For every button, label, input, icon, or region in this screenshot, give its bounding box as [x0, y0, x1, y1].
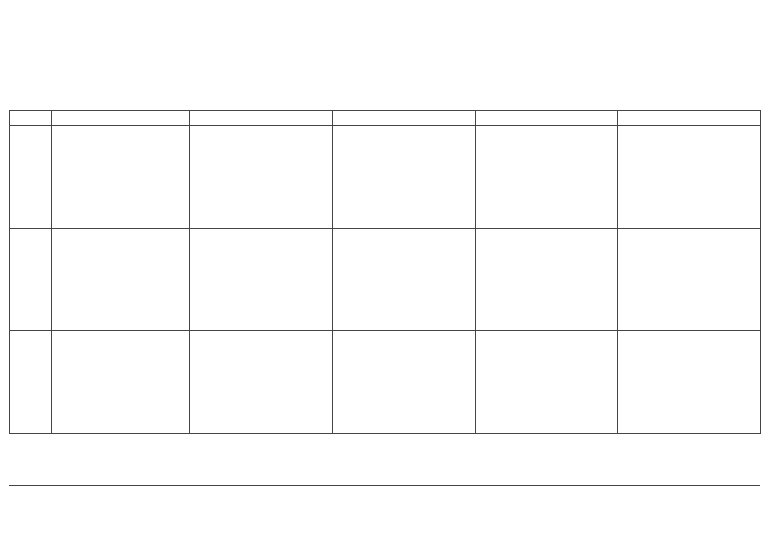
- day-header: [618, 111, 761, 126]
- corner-cell: [10, 111, 52, 126]
- menu-cell: [618, 126, 761, 229]
- meal-label: [10, 229, 52, 331]
- menu-cell: [333, 331, 476, 434]
- day-header: [52, 111, 190, 126]
- day-header: [476, 111, 618, 126]
- food-item: [52, 233, 189, 235]
- day-header: [333, 111, 476, 126]
- menu-cell: [190, 229, 333, 331]
- meal-row-ebed: [10, 229, 761, 331]
- menu-cell: [52, 331, 190, 434]
- meal-row-uzsonna: [10, 331, 761, 434]
- menu-cell: [333, 229, 476, 331]
- menu-cell: [476, 331, 618, 434]
- food-item: [333, 235, 475, 237]
- meal-row-tizorai: [10, 126, 761, 229]
- day-header: [190, 111, 333, 126]
- menu-cell: [190, 126, 333, 229]
- food-item: [190, 128, 332, 130]
- food-item: [190, 235, 332, 237]
- meal-label: [10, 126, 52, 229]
- food-item: [333, 130, 475, 132]
- menu-cell: [618, 229, 761, 331]
- menu-cell: [476, 126, 618, 229]
- day-header-row: [10, 111, 761, 126]
- menu-cell: [618, 331, 761, 434]
- food-item: [476, 128, 617, 130]
- menu-cell: [52, 126, 190, 229]
- legend-divider: [9, 485, 760, 486]
- menu-cell: [190, 331, 333, 434]
- food-item: [476, 235, 617, 237]
- menu-cell: [476, 229, 618, 331]
- menu-cell: [333, 126, 476, 229]
- food-item: [618, 132, 760, 134]
- menu-table: [9, 110, 761, 434]
- meal-label: [10, 331, 52, 434]
- menu-cell: [52, 229, 190, 331]
